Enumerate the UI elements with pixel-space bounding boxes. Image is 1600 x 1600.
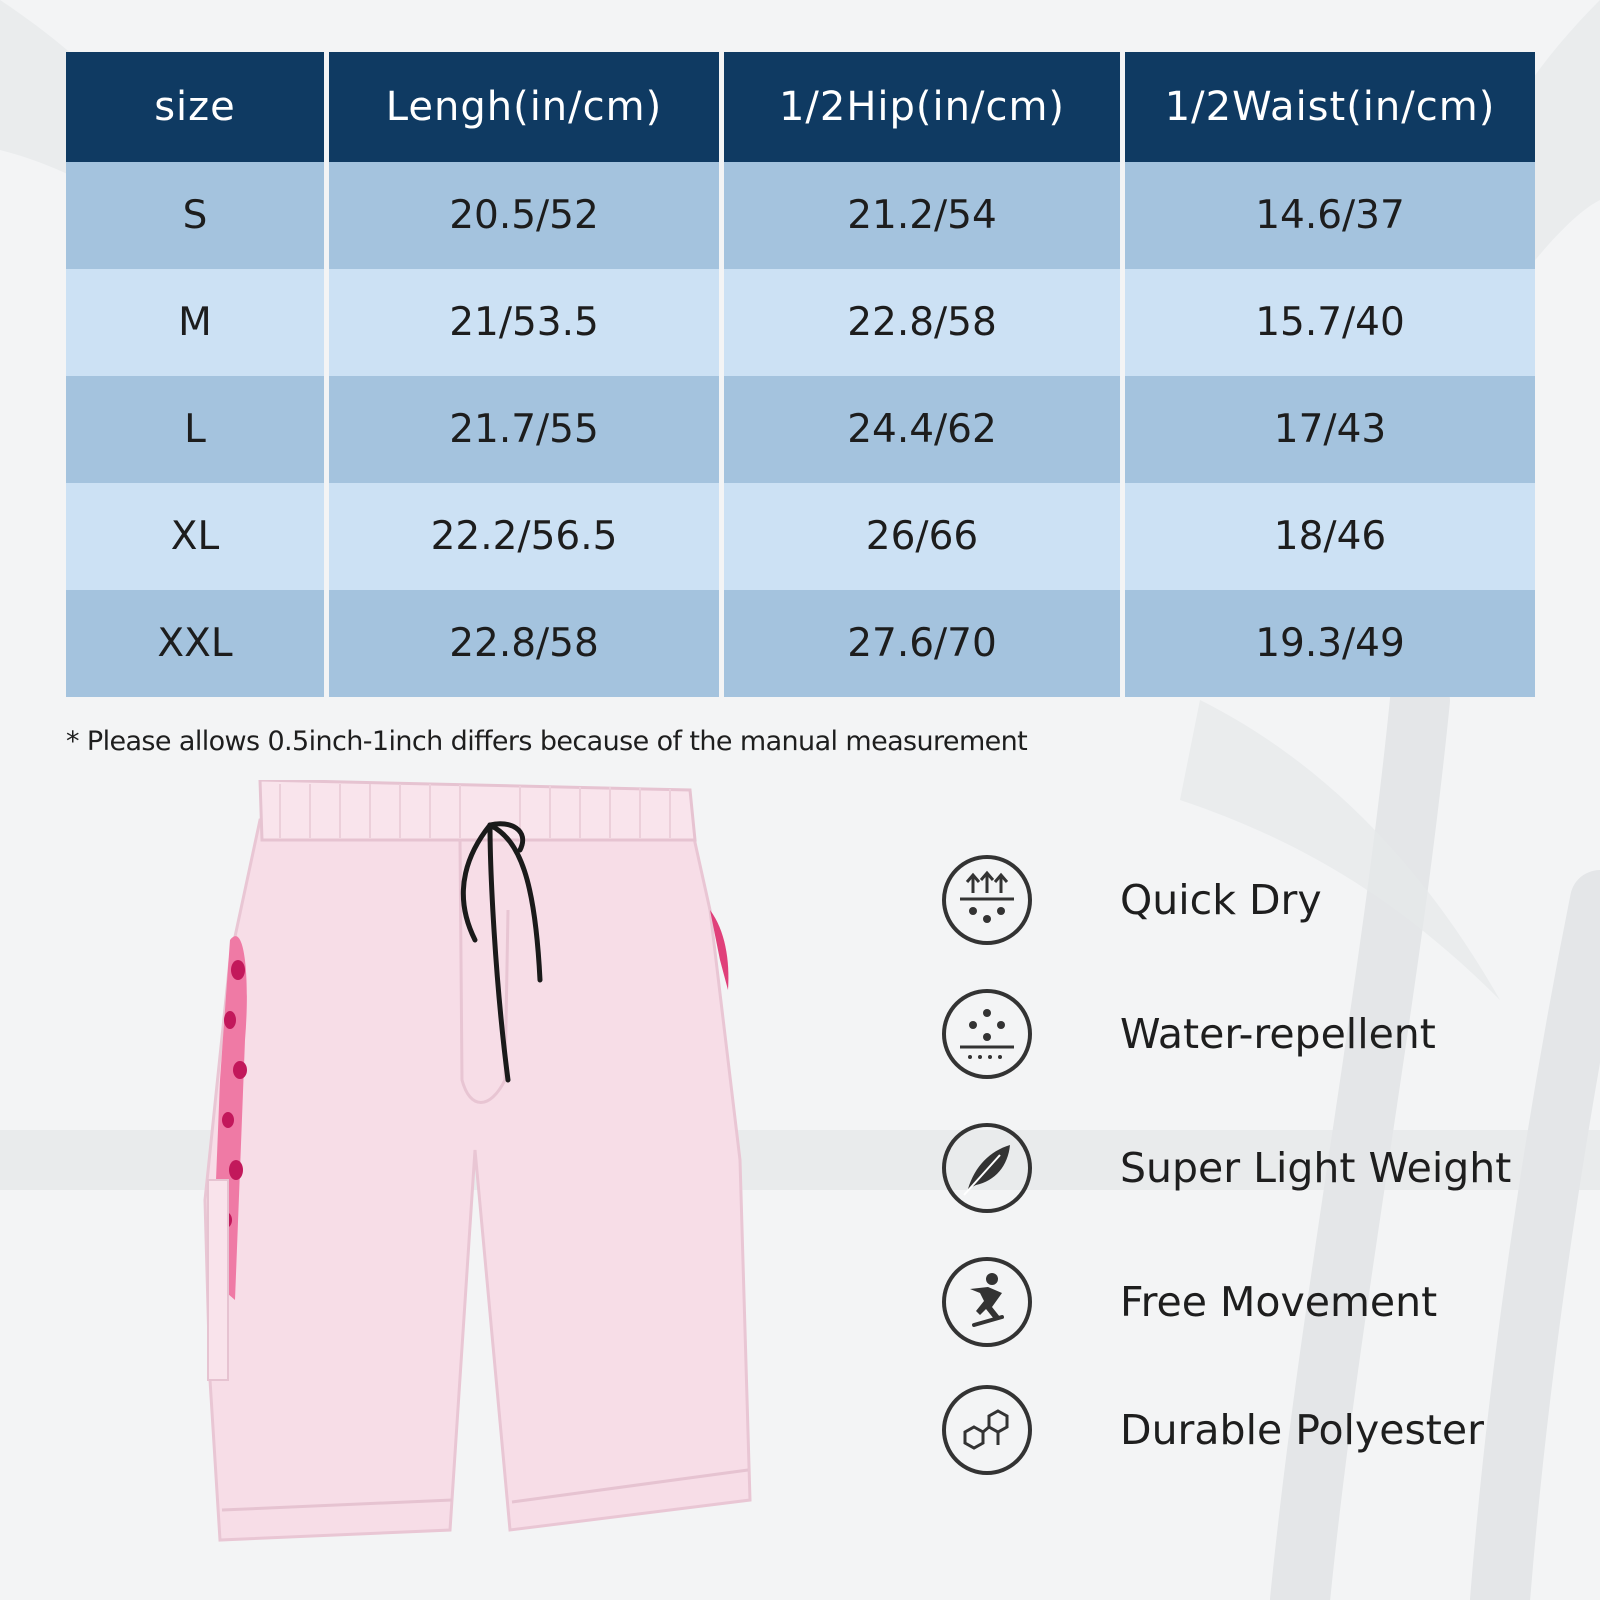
molecule-icon [940, 1383, 1034, 1477]
row-xxl-hip: 27.6/70 [724, 590, 1120, 697]
row-l-size: L [66, 376, 324, 483]
row-l-hip: 24.4/62 [724, 376, 1120, 483]
feature-label-durable-polyester: Durable Polyester [1120, 1406, 1484, 1454]
row-m-waist: 15.7/40 [1125, 269, 1535, 376]
header-half-waist: 1/2Waist(in/cm) [1125, 52, 1535, 162]
quick-dry-icon [940, 853, 1034, 947]
row-xl-waist: 18/46 [1125, 483, 1535, 590]
feature-durable-polyester [940, 1380, 1560, 1480]
row-s-size: S [66, 162, 324, 269]
row-m-size: M [66, 269, 324, 376]
water-repellent-icon [940, 987, 1034, 1081]
size-chart-table [66, 52, 1534, 710]
row-xxl-size: XXL [66, 590, 324, 697]
feature-label-quick-dry: Quick Dry [1120, 876, 1322, 924]
row-xl-length: 22.2/56.5 [329, 483, 719, 590]
feature-quick-dry [940, 850, 1560, 950]
header-size: size [66, 52, 324, 162]
row-xxl-length: 22.8/58 [329, 590, 719, 697]
row-s-hip: 21.2/54 [724, 162, 1120, 269]
feather-icon [940, 1121, 1034, 1215]
row-s-length: 20.5/52 [329, 162, 719, 269]
row-xl-hip: 26/66 [724, 483, 1120, 590]
row-l-waist: 17/43 [1125, 376, 1535, 483]
row-xxl-waist: 19.3/49 [1125, 590, 1535, 697]
feature-light-weight [940, 1118, 1560, 1218]
measurement-note: * Please allows 0.5inch-1inch differs because of the manual measurement [66, 726, 1028, 757]
product-shorts-image [190, 780, 770, 1580]
row-l-length: 21.7/55 [329, 376, 719, 483]
row-m-length: 21/53.5 [329, 269, 719, 376]
row-m-hip: 22.8/58 [724, 269, 1120, 376]
feature-label-water-repellent: Water-repellent [1120, 1010, 1436, 1058]
header-length: Lengh(in/cm) [329, 52, 719, 162]
feature-free-movement [940, 1252, 1560, 1352]
feature-label-free-movement: Free Movement [1120, 1278, 1438, 1326]
feature-water-repellent [940, 984, 1560, 1084]
row-xl-size: XL [66, 483, 324, 590]
row-s-waist: 14.6/37 [1125, 162, 1535, 269]
header-half-hip: 1/2Hip(in/cm) [724, 52, 1120, 162]
skater-icon [940, 1255, 1034, 1349]
feature-label-light-weight: Super Light Weight [1120, 1144, 1512, 1192]
